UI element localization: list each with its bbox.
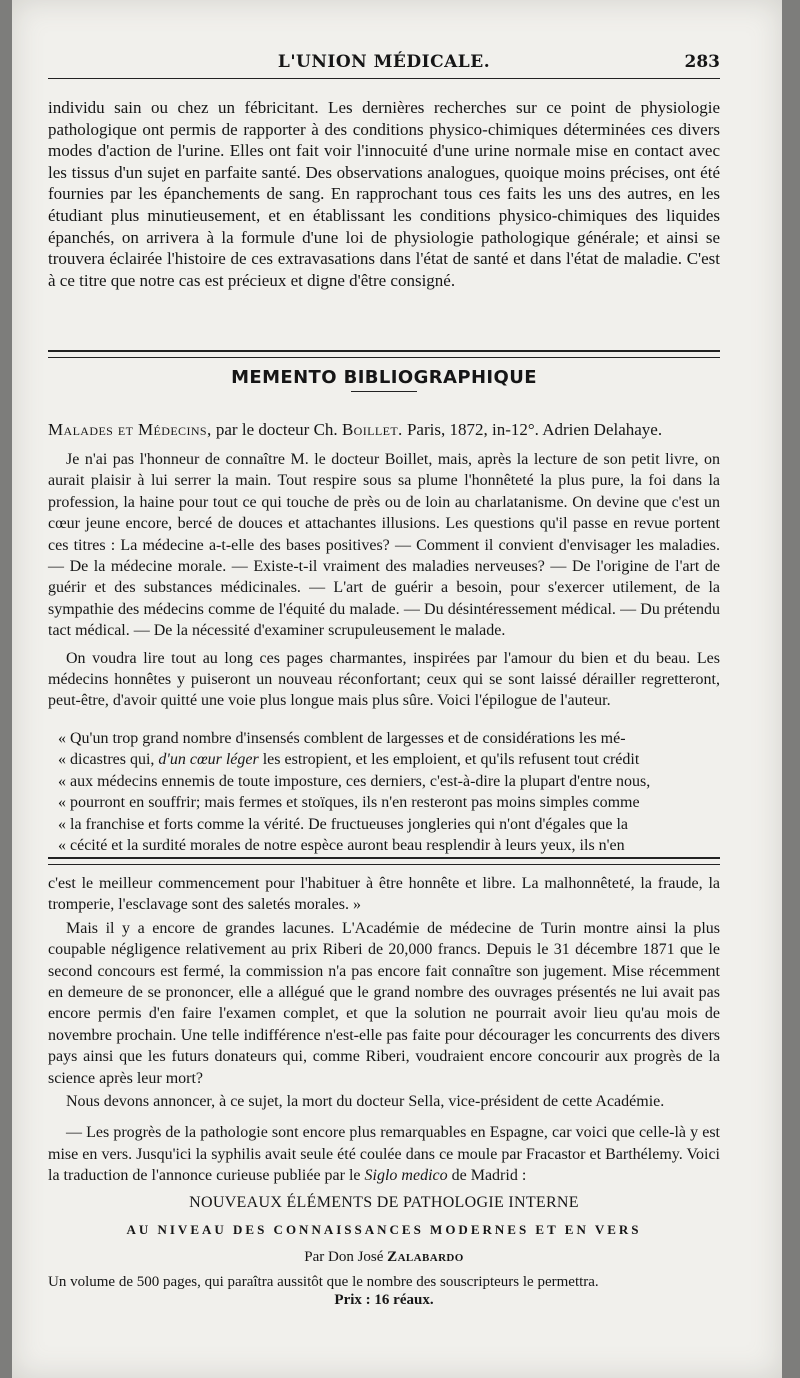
quotation (58, 728, 720, 856)
journal-page (12, 0, 782, 1378)
citation-work-title: Malades et Médecins, (48, 420, 212, 439)
section-heading (48, 367, 720, 392)
book-announcement (48, 1194, 720, 1309)
review-paragraph: On voudra lire tout au long ces pages charmantes, inspirées par l'amour du bien et du beau. Les médecins honnêtes y puiseront un nouveau réconfortant; ceux qui se sont laissé dérailler regretteront, peut-être, d'avoir quitté une voie plus longue mais plus sûre. Voici l'épilogue de l'auteur. (48, 649, 720, 710)
citation-by: par le docteur Ch. (215, 420, 338, 439)
lower-text (48, 873, 720, 1187)
spain-paragraph (48, 1122, 720, 1186)
section-title: MEMENTO BIBLIOGRAPHIQUE (231, 367, 537, 388)
quote-line: « aux médecins ennemis de toute imposture, ces derniers, c'est-à-dire la plupart d'entre nous, (58, 772, 651, 790)
quote-line: « pourront en souffrir; mais fermes et stoïques, ils n'en resteront pas moins simples comme (58, 794, 640, 812)
page-header (48, 52, 720, 78)
section-top-rule (48, 350, 720, 358)
quote-line: « la franchise et forts comme la vérité. De fructueuses jongleries qui n'ont d'égales que la (58, 815, 629, 833)
review-body (48, 449, 720, 712)
byline-prefix: Par Don José (304, 1249, 384, 1265)
announcement-price: Prix : 16 réaux. (334, 1292, 434, 1308)
citation (48, 419, 720, 441)
spain-text: de Madrid : (451, 1167, 527, 1185)
intro-block (48, 97, 720, 291)
running-title: L'UNION MÉDICALE. (277, 52, 491, 72)
spain-text: — Les progrès de la pathologie sont encore plus remarquables en Espagne, car voici que celle-là y est mise en vers. Jusqu'ici la syphilis avait seule été coulée dans ce moule par Fracastor et Barthélemy. Voici la traduction de l'annonce curieuse publiée par le (48, 1124, 720, 1185)
header-rule (48, 78, 720, 79)
citation-author: Boillet. (341, 420, 403, 439)
citation-publication: Paris, 1872, in-12°. Adrien Delahaye. (406, 420, 663, 439)
byline-author: Zalabardo (387, 1249, 464, 1265)
announcement-volume: Un volume de 500 pages, qui paraîtra aussitôt que le nombre des souscripteurs le permettra. (48, 1274, 599, 1290)
sella-paragraph: Nous devons annoncer, à ce sujet, la mort du docteur Sella, vice-président de cette Académie. (66, 1093, 665, 1111)
announcement-subtitle: AU NIVEAU DES CONNAISSANCES MODERNES ET EN VERS (126, 1222, 642, 1237)
quote-line: « cécité et la surdité morales de notre espèce auront beau resplendir à leurs yeux, ils n'en (58, 837, 625, 855)
announcement-byline (48, 1249, 720, 1266)
section-bottom-rule (48, 857, 720, 865)
quote-ending: c'est le meilleur commencement pour l'habituer à être honnête et libre. La malhonnêteté, la fraude, la tromperie, l'esclavage sont des saletés morales. » (48, 875, 720, 914)
title-underline (351, 391, 417, 392)
page-number: 283 (684, 52, 720, 72)
quote-text: « dicastres qui, (58, 751, 155, 769)
turin-paragraph: Mais il y a encore de grandes lacunes. L'Académie de médecine de Turin montre ainsi la plus coupable négligence relativement au prix Riberi de 20,000 francs. Depuis le 31 décembre 1871 que le second concours est fermé, la commission n'a pas encore fait connaître son jugement. Mise récemment en demeure de se prononcer, elle a allégué que le grand nombre des ouvrages présentés ne lui avait pas encore permis d'en faire l'examen complet, et que la solution ne pourrait avoir lieu qu'au mois de novembre prochain. Une telle indifférence n'est-elle pas faite pour décourager les concurrents des divers pays ainsi que les futurs donateurs qui, comme Riberi, voudraient encore concourir aux progrès de la science après leur mort? (48, 919, 720, 1087)
quote-text: les estropient, et les emploient, et qu'ils refusent tout crédit (262, 751, 640, 769)
quote-italic: d'un cœur léger (158, 751, 259, 769)
quote-line: « Qu'un trop grand nombre d'insensés comblent de largesses et de considérations les mé- (58, 730, 626, 747)
intro-paragraph: individu sain ou chez un fébricitant. Les dernières recherches sur ce point de physiologie pathologique ont permis de rapporter à des conditions physico-chimiques déterminées ces divers modes d'action de l'urine. Elles ont fait voir l'innocuité d'une urine normale mise en contact avec les tissus d'un sujet en parfaite santé. Des observations analogues, quoique moins précises, ont été fournies par les épanchements de sang. En rapprochant tous ces faits les uns des autres, en les étudiant plus minutieusement, et en établissant les conditions physico-chimiques des liquides épanchés, on arrivera à la formule d'une loi de physiologie pathologique générale; et ainsi se trouvera éclairée l'histoire de ces extravasations dans l'état de santé et dans l'état de maladie. C'est à ce titre que notre cas est précieux et digne d'être consigné. (48, 98, 720, 290)
journal-name: Siglo medico (364, 1167, 448, 1185)
quote-line (58, 749, 720, 770)
announcement-title: NOUVEAUX ÉLÉMENTS DE PATHOLOGIE INTERNE (189, 1194, 579, 1211)
review-paragraph: Je n'ai pas l'honneur de connaître M. le docteur Boillet, mais, après la lecture de son petit livre, on aurait plaisir à lui serrer la main. Tout respire sous sa plume l'honnêteté la plus pure, la foi dans la profession, la haine pour tout ce qui touche de près ou de loin au charlatanisme. On devine que c'est un cœur jeune encore, bercé de douces et attachantes illusions. Les questions qu'il passe en revue portent ces titres : La médecine a-t-elle des bases positives? — Comment il convient d'envisager les maladies. — De la médecine morale. — Existe-t-il vraiment des maladies nerveuses? — De l'origine de l'art de guérir et des substances médicinales. — L'art de guérir a besoin, pour s'exercer utilement, de la sympathie des médecins comme de l'équité du malade. — Du désintéressement médical. — Du prétendu tact médical. — De la nécessité d'examiner scrupuleusement le malade. (48, 451, 720, 640)
